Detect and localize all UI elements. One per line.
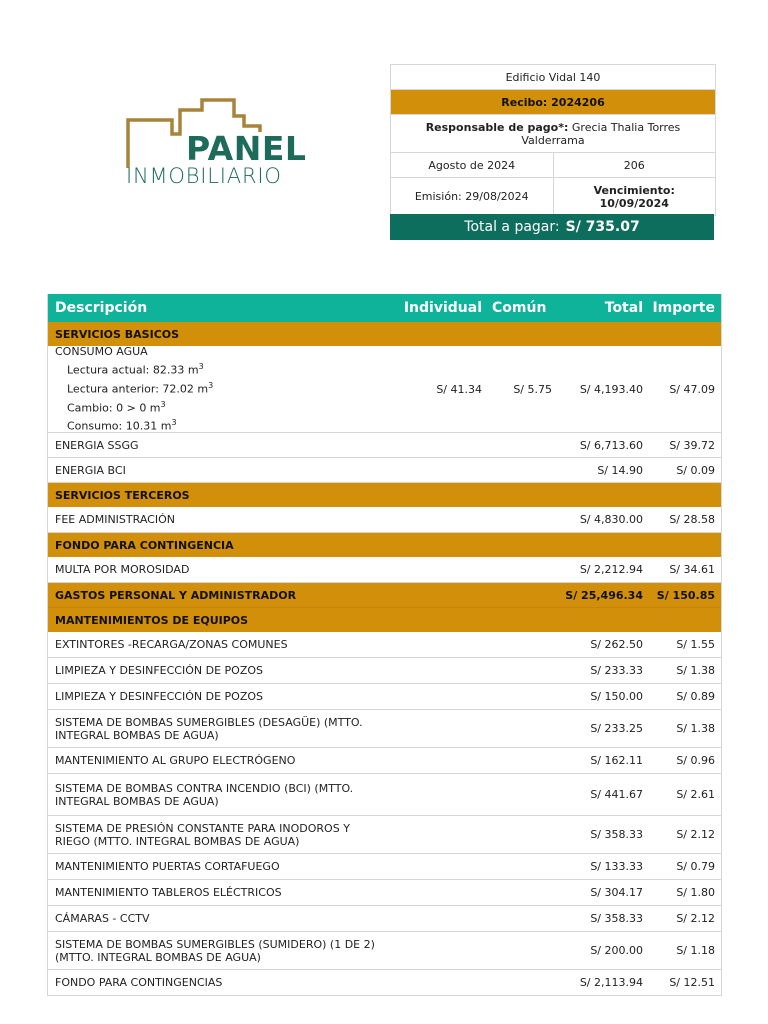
cell-importe: S/ 34.61 — [669, 563, 715, 576]
cell-importe: S/ 150.85 — [656, 588, 715, 602]
cell-total: S/ 2,212.94 — [579, 563, 643, 576]
cell-importe: S/ 1.38 — [676, 664, 715, 677]
total-value: S/ 735.07 — [565, 219, 640, 235]
table-row — [48, 774, 721, 816]
cell-importe: S/ 1.55 — [676, 638, 715, 651]
table-row — [48, 906, 721, 932]
cell-total: S/ 304.17 — [590, 886, 643, 899]
cell-total: S/ 14.90 — [597, 463, 643, 477]
cell-total: S/ 233.33 — [590, 664, 643, 677]
cell-total: S/ 4,193.40 — [579, 382, 643, 396]
table-row — [48, 684, 721, 710]
total-to-pay — [390, 214, 714, 240]
recibo-number: Recibo: 2024206 — [501, 95, 605, 109]
table-row-energia-ssgg — [48, 433, 721, 458]
item-name: SISTEMA DE PRESIÓN CONSTANTE PARA INODOROS Y RIEGO (MTTO. INTEGRAL BOMBAS DE AGUA) — [55, 821, 350, 848]
logo-subtitle: INMOBILIARIO — [126, 164, 282, 188]
item-name: MULTA POR MOROSIDAD — [55, 563, 190, 576]
header-total: Total — [604, 300, 643, 316]
item-name: FEE ADMINISTRACIÓN — [55, 513, 175, 526]
lectura-actual: Lectura actual: 82.33 m — [67, 363, 199, 377]
cell-total: S/ 441.67 — [590, 788, 643, 801]
cell-importe: S/ 2.61 — [676, 788, 715, 801]
recibo-row — [391, 90, 715, 115]
table-row — [48, 932, 721, 970]
section-title: FONDO PARA CONTINGENCIA — [55, 538, 234, 552]
item-name: SISTEMA DE BOMBAS SUMERGIBLES (SUMIDERO) (1 DE 2) (MTTO. INTEGRAL BOMBAS DE AGUA) — [55, 937, 375, 964]
cell-total: S/ 2,113.94 — [579, 976, 643, 989]
section-fondo-contingencia — [48, 533, 721, 557]
table-row — [48, 658, 721, 684]
responsable-name: Grecia Thalia Torres Valderrama — [521, 120, 681, 147]
receipt-summary — [390, 64, 716, 216]
table-row — [48, 710, 721, 748]
company-logo — [120, 96, 320, 196]
billing-period: Agosto de 2024 — [391, 153, 554, 177]
cell-total: S/ 233.25 — [590, 722, 643, 735]
cell-total: S/ 6,713.60 — [579, 438, 643, 452]
cell-importe: S/ 0.09 — [676, 463, 715, 477]
item-name: EXTINTORES -RECARGA/ZONAS COMUNES — [55, 638, 288, 651]
mantenimientos-list — [48, 632, 721, 996]
cell-importe: S/ 0.79 — [676, 860, 715, 873]
exp: 3 — [171, 418, 177, 428]
header-descripcion: Descripción — [55, 300, 148, 316]
cell-importe: S/ 28.58 — [669, 513, 715, 526]
item-name: CÁMARAS - CCTV — [55, 912, 150, 925]
cell-total: S/ 358.33 — [590, 828, 643, 841]
cell-total: S/ 150.00 — [590, 690, 643, 703]
table-row — [48, 816, 721, 854]
building-row — [391, 65, 715, 90]
cell-total: S/ 162.11 — [590, 754, 643, 767]
responsable-label: Responsable de pago*: — [425, 120, 569, 134]
cell-comun: S/ 5.75 — [513, 382, 552, 396]
lectura-anterior: Lectura anterior: 72.02 m — [67, 382, 209, 396]
item-name: LIMPIEZA Y DESINFECCIÓN DE POZOS — [55, 690, 263, 703]
cell-total: S/ 25,496.34 — [565, 588, 643, 602]
cell-total: S/ 4,830.00 — [579, 513, 643, 526]
emision-date: Emisión: 29/08/2024 — [391, 178, 554, 215]
item-name: MANTENIMIENTO PUERTAS CORTAFUEGO — [55, 860, 280, 873]
table-row-energia-bci — [48, 458, 721, 483]
item-name: ENERGIA BCI — [55, 463, 126, 477]
exp: 3 — [198, 362, 204, 372]
cell-total: S/ 262.50 — [590, 638, 643, 651]
exp: 3 — [160, 399, 166, 409]
item-name: CONSUMO AGUA — [55, 345, 148, 359]
table-row — [48, 880, 721, 906]
section-mantenimientos — [48, 607, 721, 632]
cell-importe: S/ 47.09 — [669, 382, 715, 396]
item-name: GASTOS PERSONAL Y ADMINISTRADOR — [55, 588, 297, 602]
section-title: SERVICIOS TERCEROS — [55, 488, 190, 502]
item-name: SISTEMA DE BOMBAS CONTRA INCENDIO (BCI) (MTTO. INTEGRAL BOMBAS DE AGUA) — [55, 781, 354, 808]
cell-importe: S/ 39.72 — [669, 438, 715, 452]
vencimiento-date: 10/09/2024 — [599, 196, 669, 210]
cell-importe: S/ 2.12 — [676, 828, 715, 841]
consumo: Consumo: 10.31 m — [67, 419, 172, 433]
cell-importe: S/ 0.89 — [676, 690, 715, 703]
header-comun: Común — [492, 300, 547, 316]
section-servicios-terceros — [48, 483, 721, 507]
vencimiento — [554, 178, 716, 215]
responsable-row — [391, 115, 715, 153]
unit-number: 206 — [623, 158, 645, 172]
section-servicios-basicos — [48, 322, 721, 346]
item-name: MANTENIMIENTO TABLEROS ELÉCTRICOS — [55, 886, 282, 899]
table-row — [48, 748, 721, 774]
header-importe: Importe — [652, 300, 715, 316]
item-name: ENERGIA SSGG — [55, 438, 139, 452]
section-title: MANTENIMIENTOS DE EQUIPOS — [55, 613, 249, 627]
table-row — [48, 632, 721, 658]
cell-importe: S/ 2.12 — [676, 912, 715, 925]
table-row-consumo-agua — [48, 346, 721, 433]
building-name: Edificio Vidal 140 — [505, 70, 601, 84]
exp: 3 — [208, 380, 214, 390]
total-label: Total a pagar: — [464, 219, 560, 235]
section-title: SERVICIOS BASICOS — [55, 327, 180, 341]
item-name: LIMPIEZA Y DESINFECCIÓN DE POZOS — [55, 664, 263, 677]
cell-importe: S/ 0.96 — [676, 754, 715, 767]
item-name: SISTEMA DE BOMBAS SUMERGIBLES (DESAGÜE) (MTTO. INTEGRAL BOMBAS DE AGUA) — [55, 715, 363, 742]
cell-total: S/ 200.00 — [590, 944, 643, 957]
period-row — [391, 153, 715, 178]
cell-individual: S/ 41.34 — [436, 382, 482, 396]
dates-row — [391, 178, 715, 215]
cell-total: S/ 358.33 — [590, 912, 643, 925]
table-row-gastos-personal — [48, 583, 721, 607]
cambio: Cambio: 0 > 0 m — [67, 401, 161, 415]
item-name: FONDO PARA CONTINGENCIAS — [55, 976, 223, 989]
item-name: MANTENIMIENTO AL GRUPO ELECTRÓGENO — [55, 754, 296, 767]
table-header — [48, 294, 721, 322]
cell-importe: S/ 1.18 — [676, 944, 715, 957]
cell-importe: S/ 1.80 — [676, 886, 715, 899]
table-row-fee — [48, 507, 721, 533]
logo-brand: PANEL — [186, 129, 307, 168]
cell-total: S/ 133.33 — [590, 860, 643, 873]
cell-importe: S/ 12.51 — [669, 976, 715, 989]
vencimiento-label: Vencimiento: — [593, 183, 675, 197]
cell-importe: S/ 1.38 — [676, 722, 715, 735]
table-row — [48, 970, 721, 996]
table-row — [48, 854, 721, 880]
header-individual: Individual — [403, 300, 482, 316]
charges-table — [47, 294, 722, 996]
table-row-multa — [48, 557, 721, 583]
